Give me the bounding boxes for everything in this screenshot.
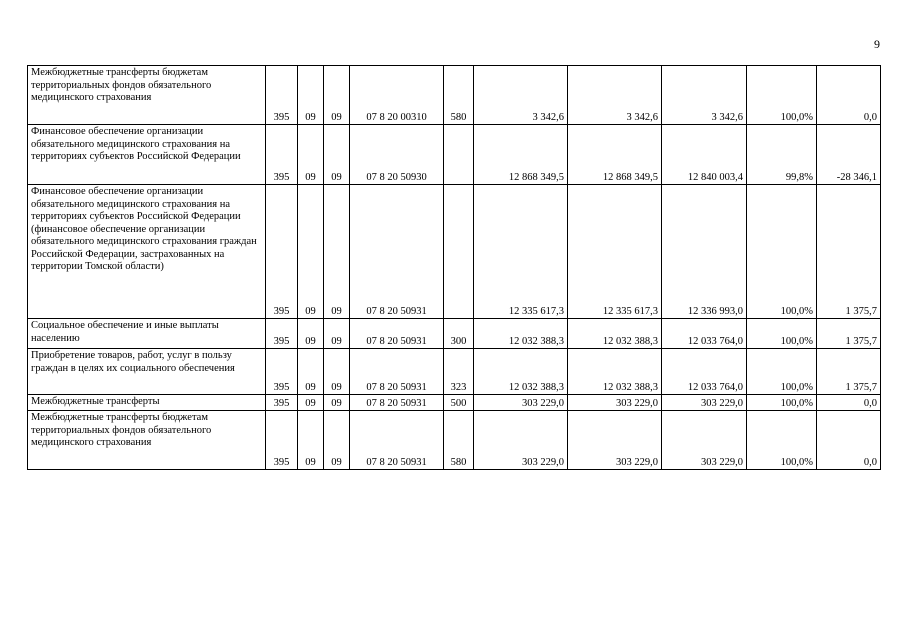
admin-code: 395	[266, 185, 298, 319]
table-row	[28, 319, 881, 349]
expense-kind: 323	[444, 349, 474, 395]
target-code: 07 8 20 00310	[350, 66, 444, 125]
plan-revised: 12 868 349,5	[568, 125, 662, 185]
executed-amount: 12 033 764,0	[662, 319, 747, 349]
executed-amount: 303 229,0	[662, 395, 747, 411]
target-code: 07 8 20 50931	[350, 319, 444, 349]
table-row	[28, 349, 881, 395]
expense-kind	[444, 185, 474, 319]
table-row	[28, 125, 881, 185]
expense-kind: 580	[444, 66, 474, 125]
subsection-code: 09	[324, 395, 350, 411]
admin-code: 395	[266, 66, 298, 125]
plan-revised: 12 032 388,3	[568, 319, 662, 349]
expense-kind: 500	[444, 395, 474, 411]
deviation-amount: 0,0	[817, 411, 881, 470]
subsection-code: 09	[324, 66, 350, 125]
table-row	[28, 66, 881, 125]
execution-percent: 100,0%	[747, 319, 817, 349]
plan-initial: 12 032 388,3	[474, 349, 568, 395]
table-row	[28, 185, 881, 319]
section-code: 09	[298, 319, 324, 349]
deviation-amount: 1 375,7	[817, 319, 881, 349]
subsection-code: 09	[324, 349, 350, 395]
target-code: 07 8 20 50931	[350, 349, 444, 395]
table-row	[28, 395, 881, 411]
row-name: Межбюджетные трансферты	[28, 395, 266, 411]
admin-code: 395	[266, 125, 298, 185]
section-code: 09	[298, 66, 324, 125]
deviation-amount: -28 346,1	[817, 125, 881, 185]
target-code: 07 8 20 50931	[350, 395, 444, 411]
row-name: Финансовое обеспечение организации обязательного медицинского страхования на территориях субъектов Российской Федерации (финансовое обеспечение организации обязательного медицинского страхования граждан Российской Федерации, застрахованных на территории Томской области)	[28, 185, 266, 319]
target-code: 07 8 20 50930	[350, 125, 444, 185]
page-number: 9	[874, 37, 880, 51]
section-code: 09	[298, 395, 324, 411]
section-code: 09	[298, 349, 324, 395]
executed-amount: 12 336 993,0	[662, 185, 747, 319]
plan-initial: 12 335 617,3	[474, 185, 568, 319]
row-name: Финансовое обеспечение организации обязательного медицинского страхования на территориях субъектов Российской Федерации	[28, 125, 266, 185]
admin-code: 395	[266, 349, 298, 395]
plan-revised: 303 229,0	[568, 395, 662, 411]
deviation-amount: 0,0	[817, 66, 881, 125]
admin-code: 395	[266, 411, 298, 470]
plan-revised: 12 335 617,3	[568, 185, 662, 319]
section-code: 09	[298, 411, 324, 470]
row-name: Межбюджетные трансферты бюджетам территориальных фондов обязательного медицинского страхования	[28, 66, 266, 125]
deviation-amount: 1 375,7	[817, 185, 881, 319]
subsection-code: 09	[324, 319, 350, 349]
section-code: 09	[298, 125, 324, 185]
plan-initial: 3 342,6	[474, 66, 568, 125]
row-name: Социальное обеспечение и иные выплаты населению	[28, 319, 266, 349]
plan-initial: 303 229,0	[474, 395, 568, 411]
deviation-amount: 1 375,7	[817, 349, 881, 395]
plan-initial: 303 229,0	[474, 411, 568, 470]
execution-percent: 100,0%	[747, 411, 817, 470]
budget-execution-table	[27, 65, 881, 470]
executed-amount: 12 840 003,4	[662, 125, 747, 185]
admin-code: 395	[266, 395, 298, 411]
executed-amount: 12 033 764,0	[662, 349, 747, 395]
execution-percent: 100,0%	[747, 185, 817, 319]
plan-initial: 12 868 349,5	[474, 125, 568, 185]
target-code: 07 8 20 50931	[350, 411, 444, 470]
section-code: 09	[298, 185, 324, 319]
subsection-code: 09	[324, 185, 350, 319]
target-code: 07 8 20 50931	[350, 185, 444, 319]
execution-percent: 100,0%	[747, 66, 817, 125]
subsection-code: 09	[324, 125, 350, 185]
expense-kind: 300	[444, 319, 474, 349]
plan-initial: 12 032 388,3	[474, 319, 568, 349]
executed-amount: 3 342,6	[662, 66, 747, 125]
execution-percent: 100,0%	[747, 349, 817, 395]
execution-percent: 100,0%	[747, 395, 817, 411]
plan-revised: 3 342,6	[568, 66, 662, 125]
row-name: Межбюджетные трансферты бюджетам территориальных фондов обязательного медицинского страхования	[28, 411, 266, 470]
admin-code: 395	[266, 319, 298, 349]
row-name: Приобретение товаров, работ, услуг в пользу граждан в целях их социального обеспечения	[28, 349, 266, 395]
plan-revised: 303 229,0	[568, 411, 662, 470]
subsection-code: 09	[324, 411, 350, 470]
plan-revised: 12 032 388,3	[568, 349, 662, 395]
executed-amount: 303 229,0	[662, 411, 747, 470]
execution-percent: 99,8%	[747, 125, 817, 185]
expense-kind	[444, 125, 474, 185]
table-row	[28, 411, 881, 470]
deviation-amount: 0,0	[817, 395, 881, 411]
expense-kind: 580	[444, 411, 474, 470]
